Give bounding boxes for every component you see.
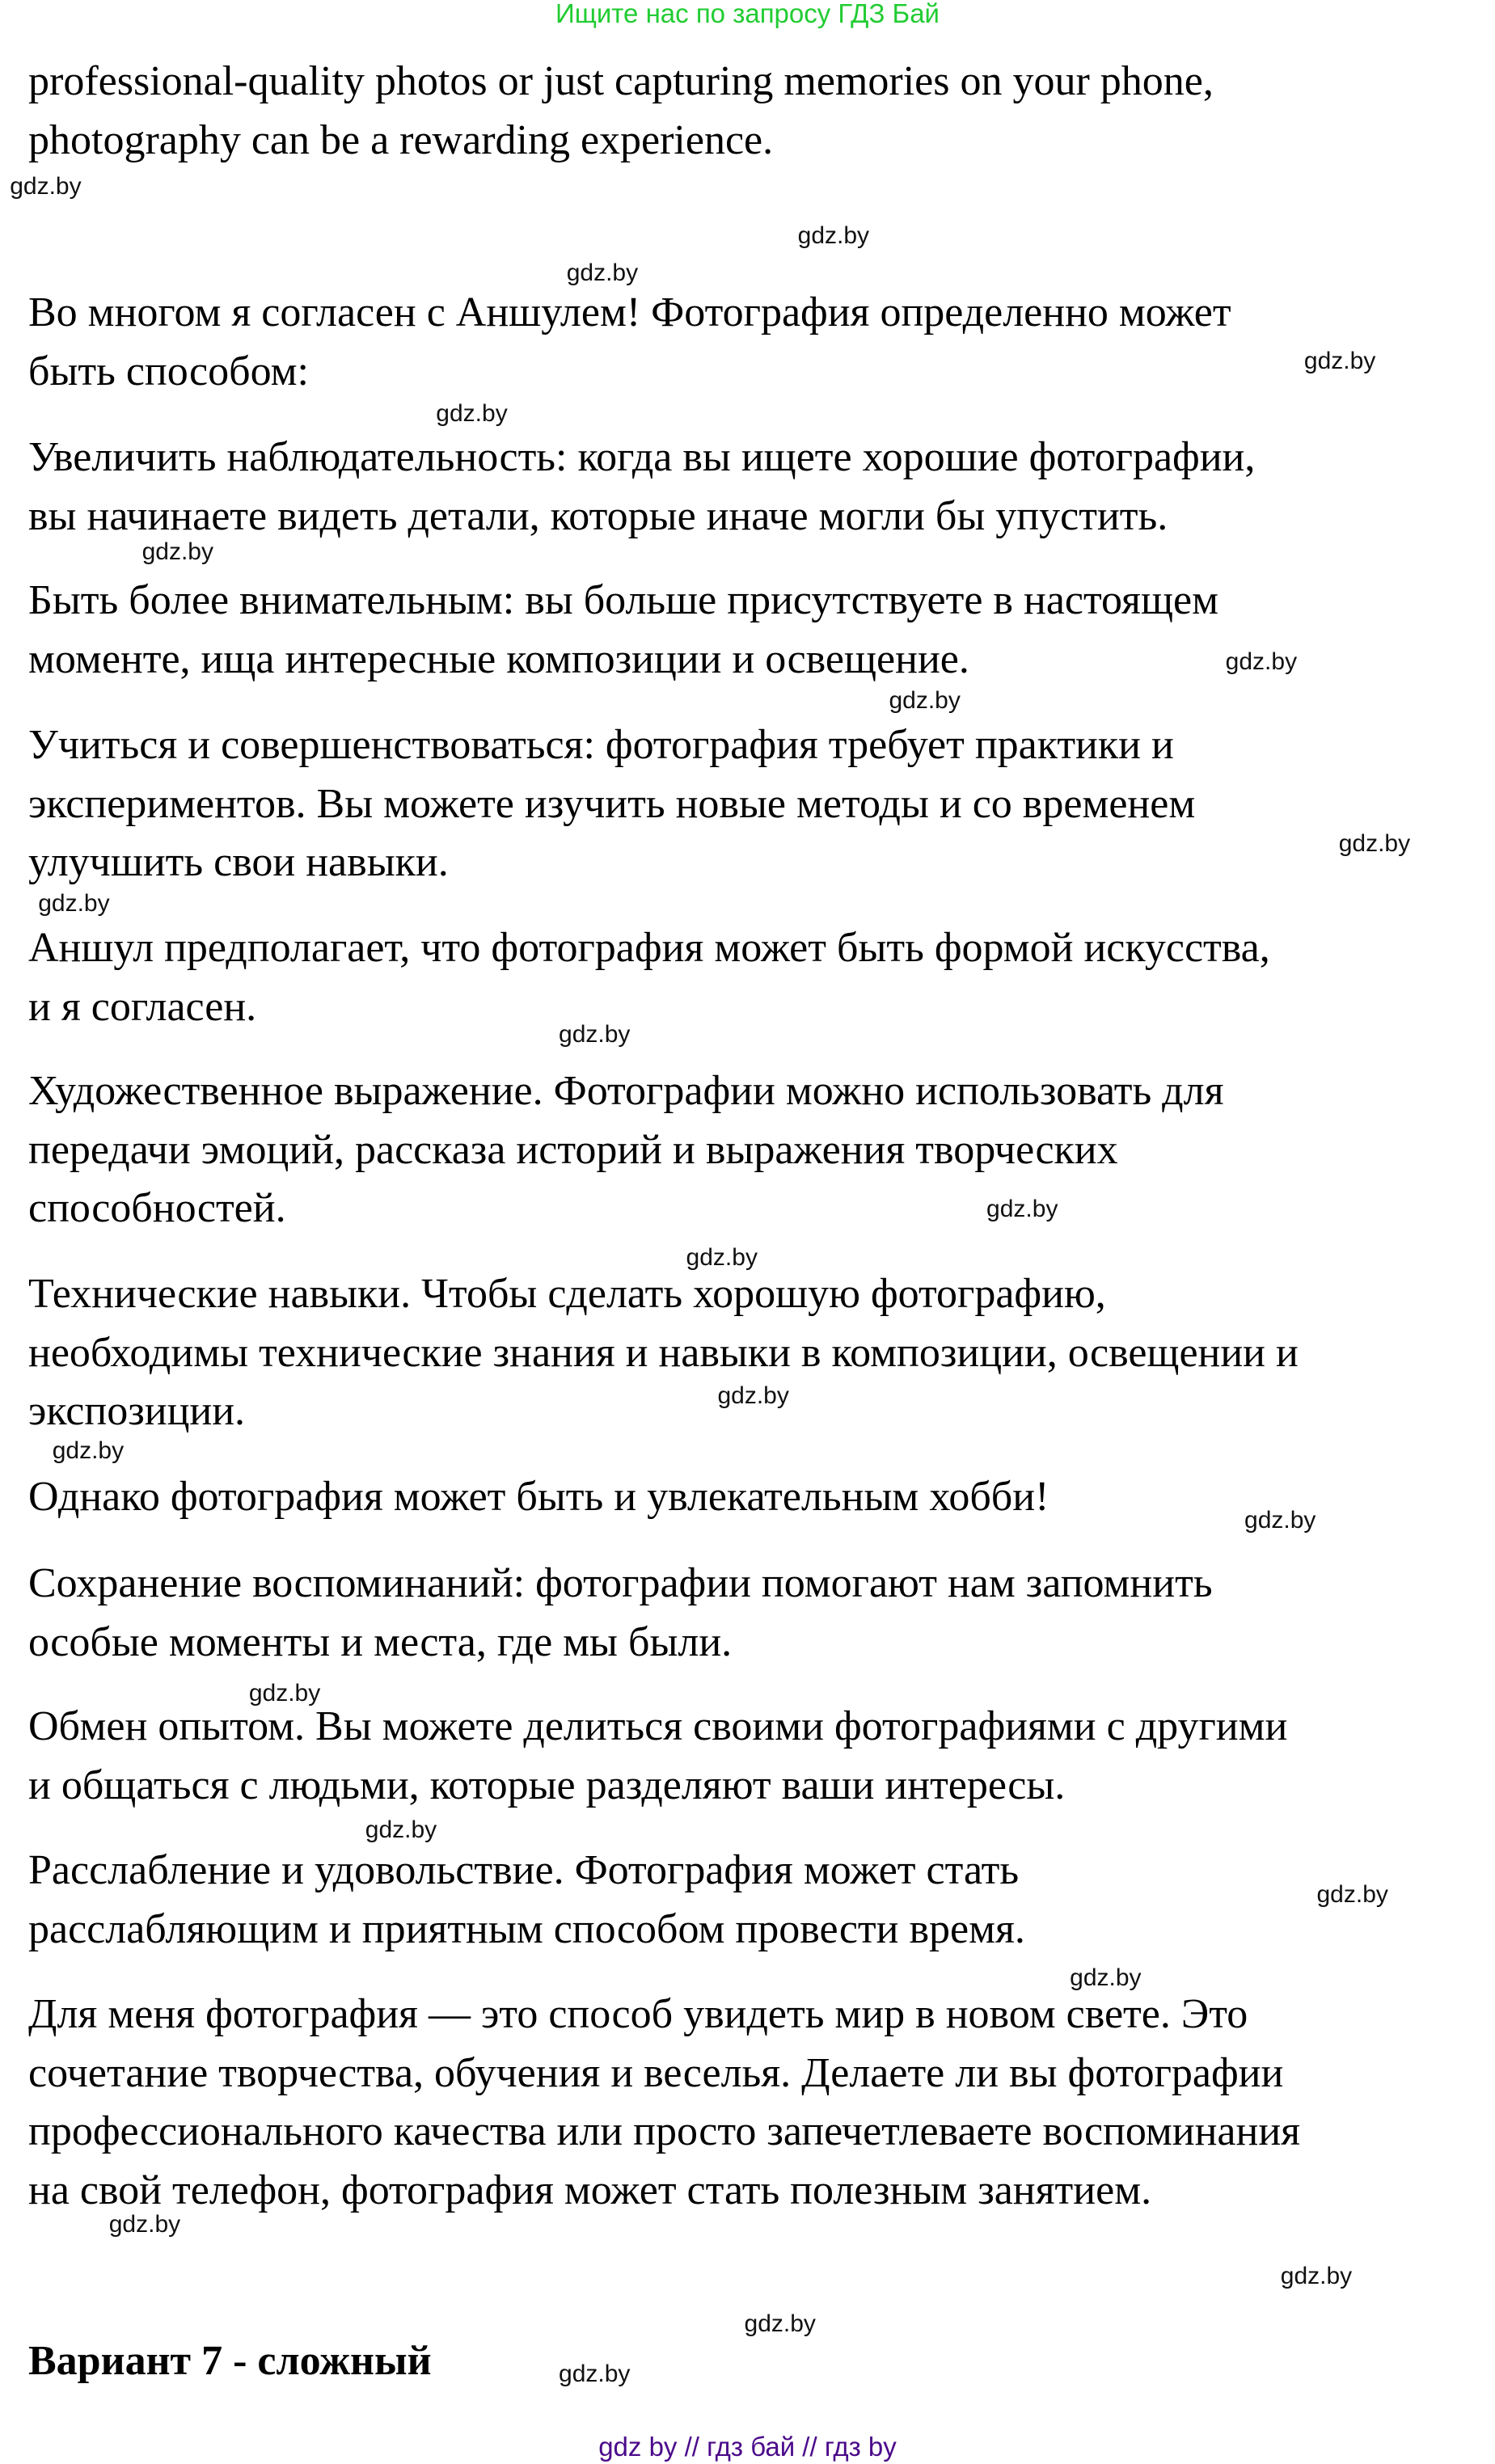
watermark: gdz.by	[986, 1195, 1058, 1222]
watermark: gdz.by	[10, 173, 82, 200]
paragraph	[28, 1468, 1049, 1527]
text-line: Расслабление и удовольствие. Фотография может стать	[28, 1847, 1020, 1893]
text-line: Учиться и совершенствоваться: фотография требует практики и	[28, 722, 1174, 768]
text-line: Технические навыки. Чтобы сделать хорошую фотографию,	[28, 1271, 1106, 1317]
text-line: особые моменты и места, где мы были.	[28, 1618, 733, 1665]
text-line: на свой телефон, фотография может стать полезным занятием.	[28, 2167, 1152, 2213]
watermark: gdz.by	[52, 1437, 125, 1465]
text-line: необходимы технические знания и навыки в композиции, освещении и	[28, 1329, 1299, 1376]
footer-links: gdz by // гдз бай // гдз by	[598, 2432, 897, 2462]
text-line: вы начинаете видеть детали, которые иначе могли бы упустить.	[28, 492, 1168, 539]
watermark: gdz.by	[566, 259, 639, 287]
watermark: gdz.by	[38, 890, 110, 918]
watermark: gdz.by	[1244, 1506, 1316, 1534]
text-line: и я согласен.	[28, 983, 257, 1030]
watermark: gdz.by	[365, 1816, 437, 1843]
text-line: Художественное выражение. Фотографии можно использовать для	[28, 1068, 1224, 1114]
text-line: professional-quality photos or just capturing memories on your phone,	[28, 58, 1214, 104]
text-line: экспериментов. Вы можете изучить новые методы и со временем	[28, 780, 1196, 827]
paragraph	[28, 53, 1214, 170]
paragraph	[28, 1555, 1213, 1672]
text-line: экспозиции.	[28, 1388, 246, 1434]
watermark: gdz.by	[1303, 348, 1376, 375]
watermark: gdz.by	[797, 222, 870, 249]
paragraph	[28, 428, 1255, 546]
watermark: gdz.by	[436, 399, 508, 427]
paragraph	[28, 1698, 1287, 1815]
watermark: gdz.by	[1070, 1964, 1142, 1991]
watermark: gdz.by	[248, 1679, 321, 1707]
watermark: gdz.by	[1280, 2263, 1353, 2290]
text-line: профессионального качества или просто запечетлеваете воспоминания	[28, 2108, 1301, 2154]
watermark: gdz.by	[1225, 648, 1298, 675]
watermark: gdz.by	[559, 1020, 631, 1048]
paragraph	[28, 572, 1218, 689]
paragraph	[28, 1265, 1299, 1441]
text-line: быть способом:	[28, 348, 309, 394]
text-line: Для меня фотография — это способ увидеть мир в новом свете. Это	[28, 1991, 1248, 2037]
text-line: Обмен опытом. Вы можете делиться своими фотографиями с другими	[28, 1703, 1288, 1749]
text-line: моменте, ища интересные композиции и освещение.	[28, 635, 969, 682]
text-line: сочетание творчества, обучения и веселья. Делаете ли вы фотографии	[28, 2049, 1284, 2096]
watermark: gdz.by	[717, 1382, 789, 1410]
section-heading: Вариант 7 - сложный	[28, 2338, 432, 2384]
text-line: расслабляющим и приятным способом провести время.	[28, 1905, 1025, 1952]
text-line: Быть более внимательным: вы больше присутствуете в настоящем	[28, 577, 1218, 623]
watermark: gdz.by	[1338, 830, 1411, 858]
text-line: Однако фотография может быть и увлекательным хобби!	[28, 1474, 1049, 1520]
watermark: gdz.by	[141, 538, 213, 565]
paragraph	[28, 1842, 1025, 1959]
text-line: photography can be a rewarding experience.	[28, 116, 774, 163]
paragraph	[28, 716, 1195, 892]
text-line: Во многом я согласен с Аншулем! Фотография определенно может	[28, 289, 1231, 335]
text-line: Сохранение воспоминаний: фотографии помогают нам запомнить	[28, 1560, 1213, 1606]
watermark: gdz.by	[108, 2211, 181, 2238]
paragraph	[28, 1985, 1300, 2220]
text-line: Аншул предполагает, что фотография может быть формой искусства,	[28, 925, 1270, 971]
text-line: способностей.	[28, 1185, 286, 1231]
paragraph	[28, 919, 1270, 1036]
watermark: gdz.by	[559, 2360, 631, 2387]
watermark: gdz.by	[686, 1244, 758, 1271]
watermark: gdz.by	[1316, 1880, 1388, 1908]
watermark: gdz.by	[889, 687, 961, 715]
text-line: передачи эмоций, рассказа историй и выражения творческих	[28, 1126, 1118, 1173]
text-line: Увеличить наблюдательность: когда вы ищете хорошие фотографии,	[28, 434, 1256, 480]
watermark: gdz.by	[744, 2310, 816, 2337]
paragraph	[28, 284, 1231, 401]
text-line: улучшить свои навыки.	[28, 839, 449, 885]
site-banner: Ищите нас по запросу ГДЗ Бай	[555, 0, 940, 28]
text-line: и общаться с людьми, которые разделяют ваши интересы.	[28, 1762, 1066, 1808]
